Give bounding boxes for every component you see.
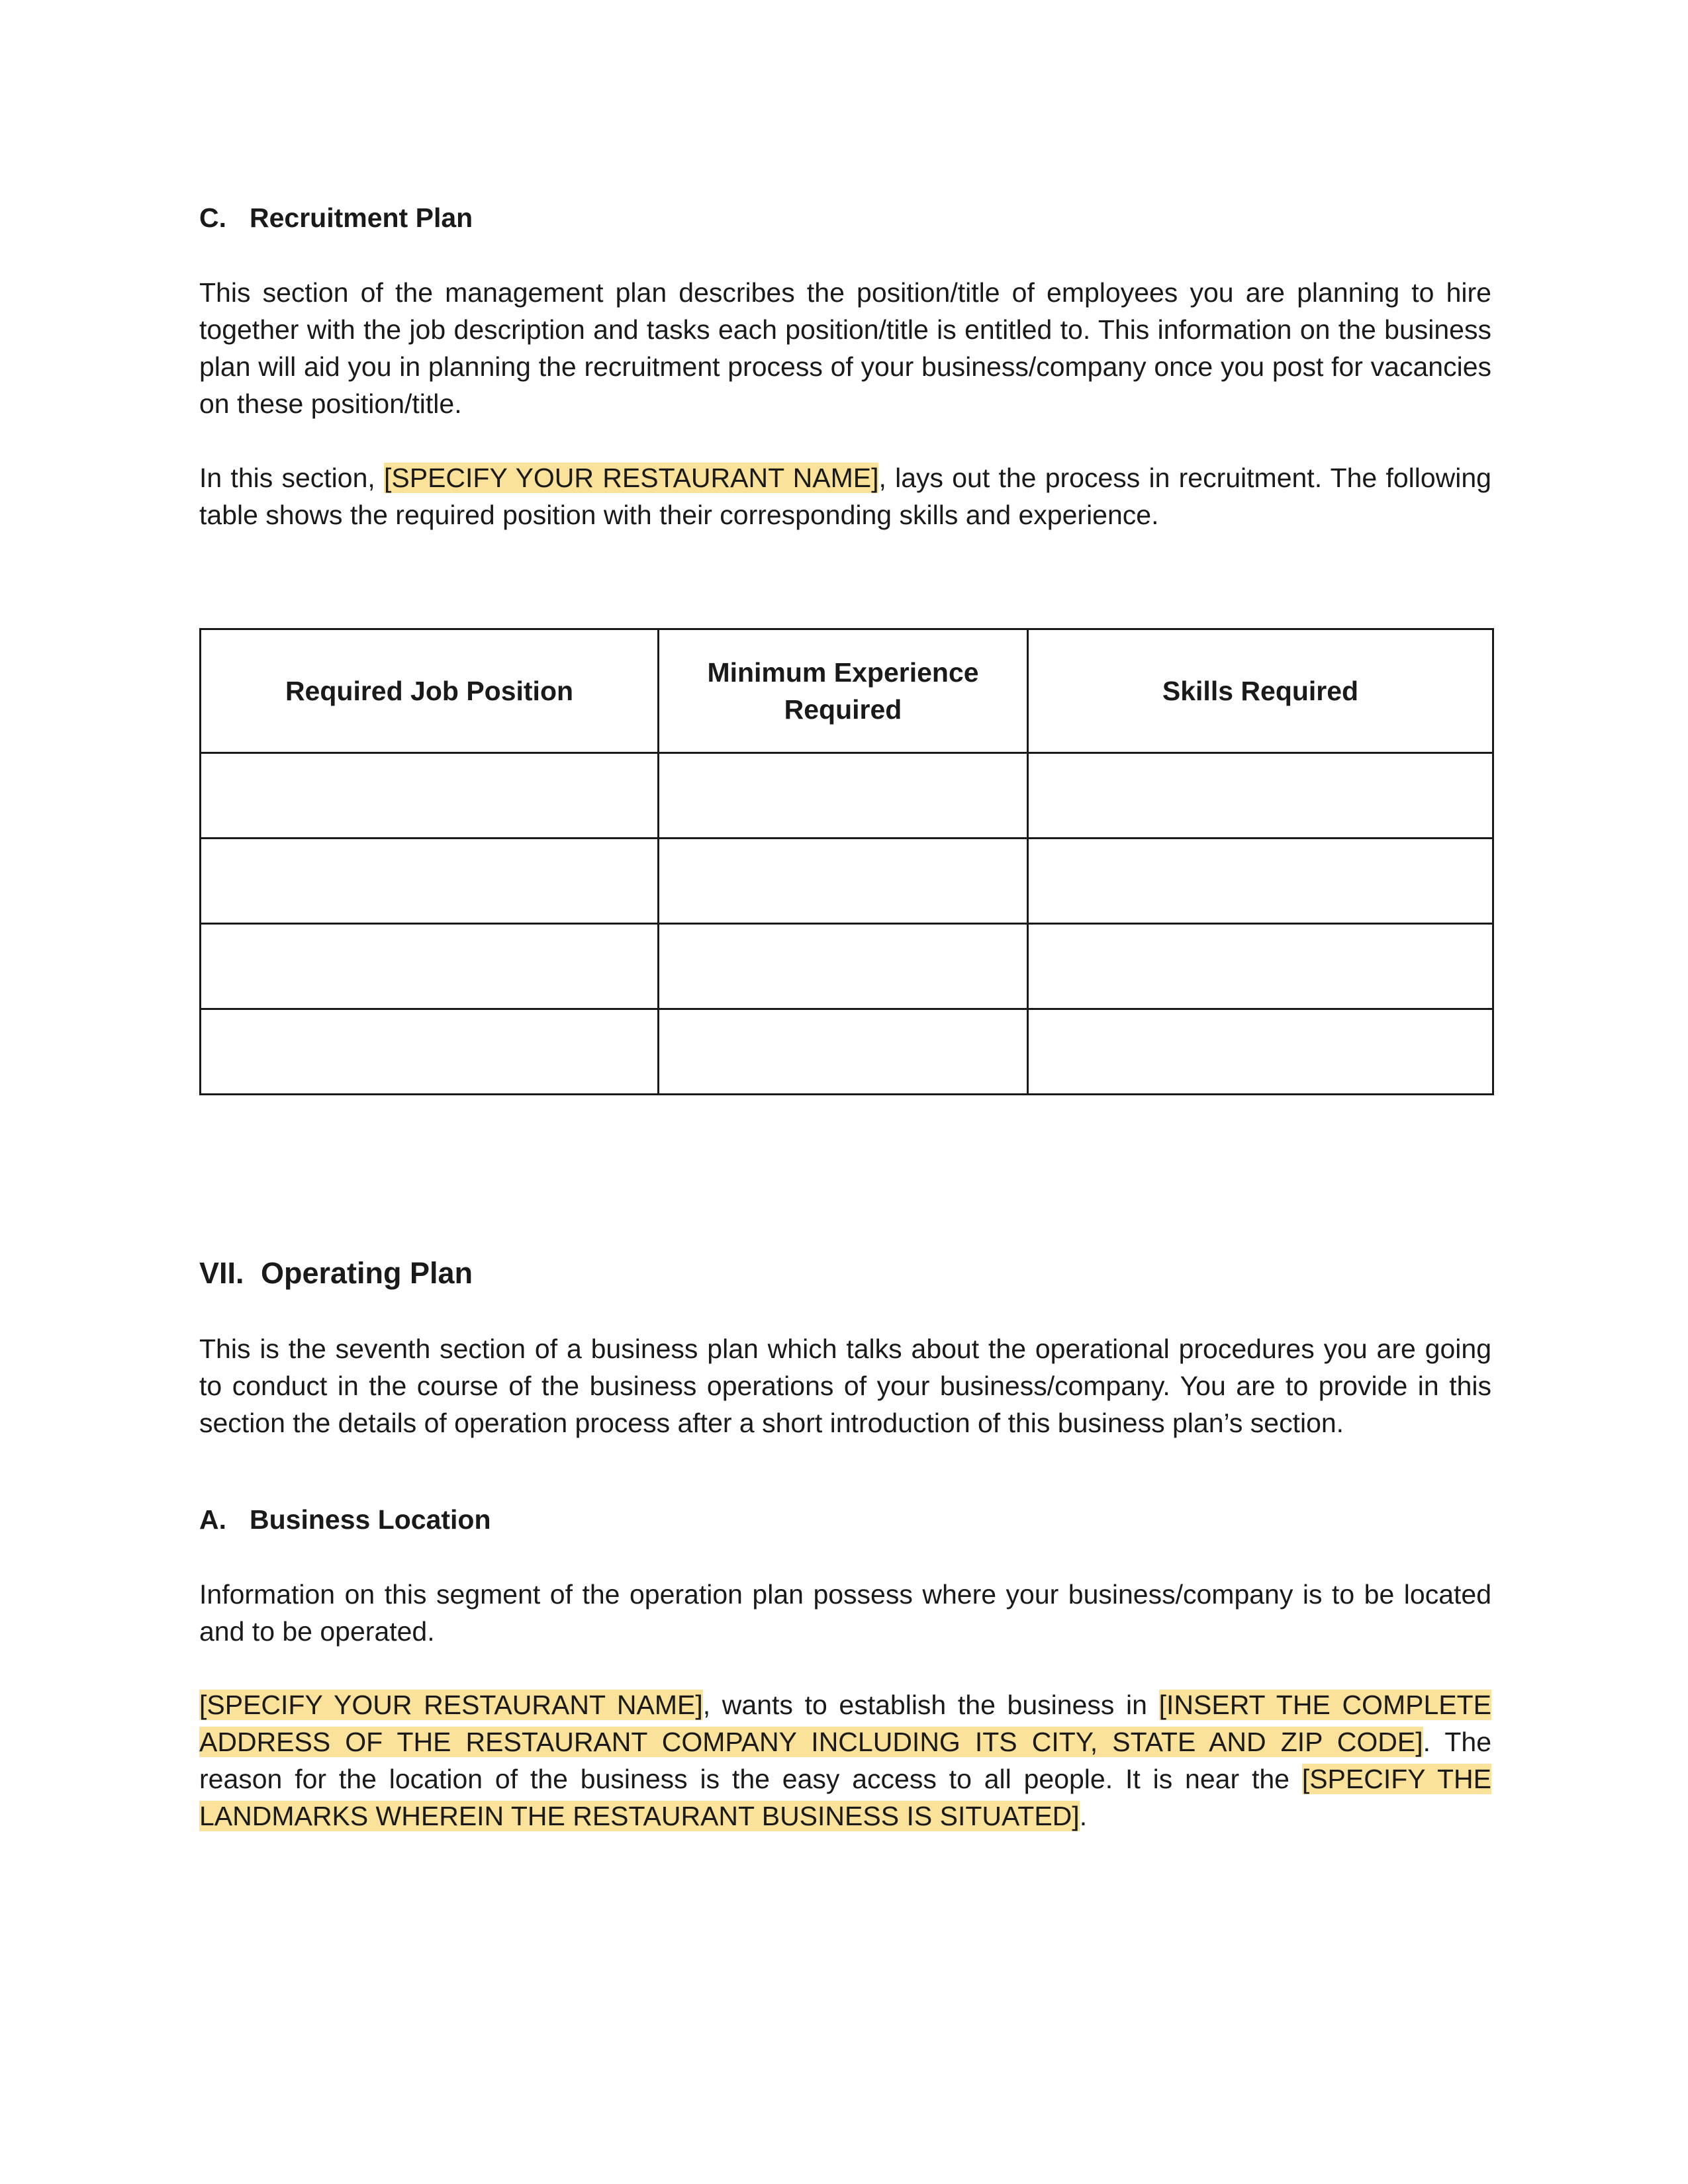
- operating-plan-heading: [199, 1253, 473, 1293]
- business-location-letter: A.: [199, 1504, 226, 1535]
- recruitment-intro-text: This section of the management plan describes the position/title of employees you are planning to hire together with the job description and tasks each position/title is entitled to. This information on the business plan will aid you in planning the recruitment process of your business/company once you post for vacancies on these position/title.: [199, 277, 1491, 419]
- recruitment-plan-letter: C.: [199, 203, 226, 233]
- header-required-job-position: Required Job Position: [201, 629, 659, 753]
- table-cell[interactable]: [201, 839, 659, 924]
- landmarks-placeholder: [SPECIFY THE LANDMARKS WHEREIN THE RESTAURANT BUSINESS IS SITUATED]: [199, 1764, 1492, 1831]
- table-row: [201, 753, 1493, 839]
- recruitment-intro-paragraph: [199, 274, 1491, 422]
- table-cell[interactable]: [1028, 839, 1493, 924]
- table-cell[interactable]: [201, 924, 659, 1009]
- header-minimum-experience: [659, 629, 1028, 753]
- table-row: [201, 1009, 1493, 1095]
- table-row: [201, 924, 1493, 1009]
- recruitment-plan-title: Recruitment Plan: [250, 203, 473, 233]
- business-location-heading: [199, 1501, 491, 1538]
- table-row: [201, 839, 1493, 924]
- business-location-title: Business Location: [250, 1504, 491, 1535]
- table-cell[interactable]: [1028, 924, 1493, 1009]
- business-location-intro-text: Information on this segment of the operation plan possess where your business/company is to be located and to be operated.: [199, 1579, 1491, 1647]
- location-text-1: , wants to establish the business in: [702, 1690, 1159, 1720]
- table-cell[interactable]: [659, 753, 1028, 839]
- table-cell[interactable]: [659, 839, 1028, 924]
- business-location-intro-paragraph: [199, 1576, 1491, 1650]
- location-text-3: .: [1079, 1801, 1088, 1831]
- table-cell[interactable]: [1028, 1009, 1493, 1095]
- recruitment-process-prefix: In this section,: [199, 463, 384, 493]
- operating-plan-text: This is the seventh section of a business plan which talks about the operational procedures you are going to conduct in the course of the business operations of your business/company. You are to provide in this section the details of operation process after a short introduction of this business plan’s section.: [199, 1334, 1491, 1438]
- restaurant-name-placeholder: [SPECIFY YOUR RESTAURANT NAME]: [384, 463, 879, 493]
- operating-plan-paragraph: [199, 1330, 1491, 1441]
- location-text-2: . The reason for the location of the business is the easy access to all people. It is near the: [199, 1727, 1491, 1794]
- recruitment-process-paragraph: [199, 459, 1491, 533]
- table-header-row: [201, 629, 1493, 753]
- header-skills-required: Skills Required: [1028, 629, 1493, 753]
- recruitment-process-suffix: , lays out the process in recruitment. The following table shows the required position with their corresponding skills and experience.: [199, 463, 1491, 530]
- recruitment-table: [199, 628, 1494, 1095]
- table-cell[interactable]: [1028, 753, 1493, 839]
- address-placeholder: [INSERT THE COMPLETE ADDRESS OF THE RESTAURANT COMPANY INCLUDING ITS CITY, STATE AND ZIP CODE]: [199, 1690, 1491, 1757]
- business-location-detail-paragraph: [199, 1686, 1491, 1835]
- table-cell[interactable]: [659, 924, 1028, 1009]
- table-cell[interactable]: [659, 1009, 1028, 1095]
- header-minimum-experience-text: Minimum Experience Required: [707, 657, 979, 725]
- operating-plan-number: VII.: [199, 1256, 244, 1290]
- operating-plan-title: Operating Plan: [261, 1256, 473, 1290]
- table-cell[interactable]: [201, 753, 659, 839]
- recruitment-plan-heading: [199, 199, 473, 236]
- table-cell[interactable]: [201, 1009, 659, 1095]
- restaurant-name-placeholder: [SPECIFY YOUR RESTAURANT NAME]: [199, 1690, 703, 1720]
